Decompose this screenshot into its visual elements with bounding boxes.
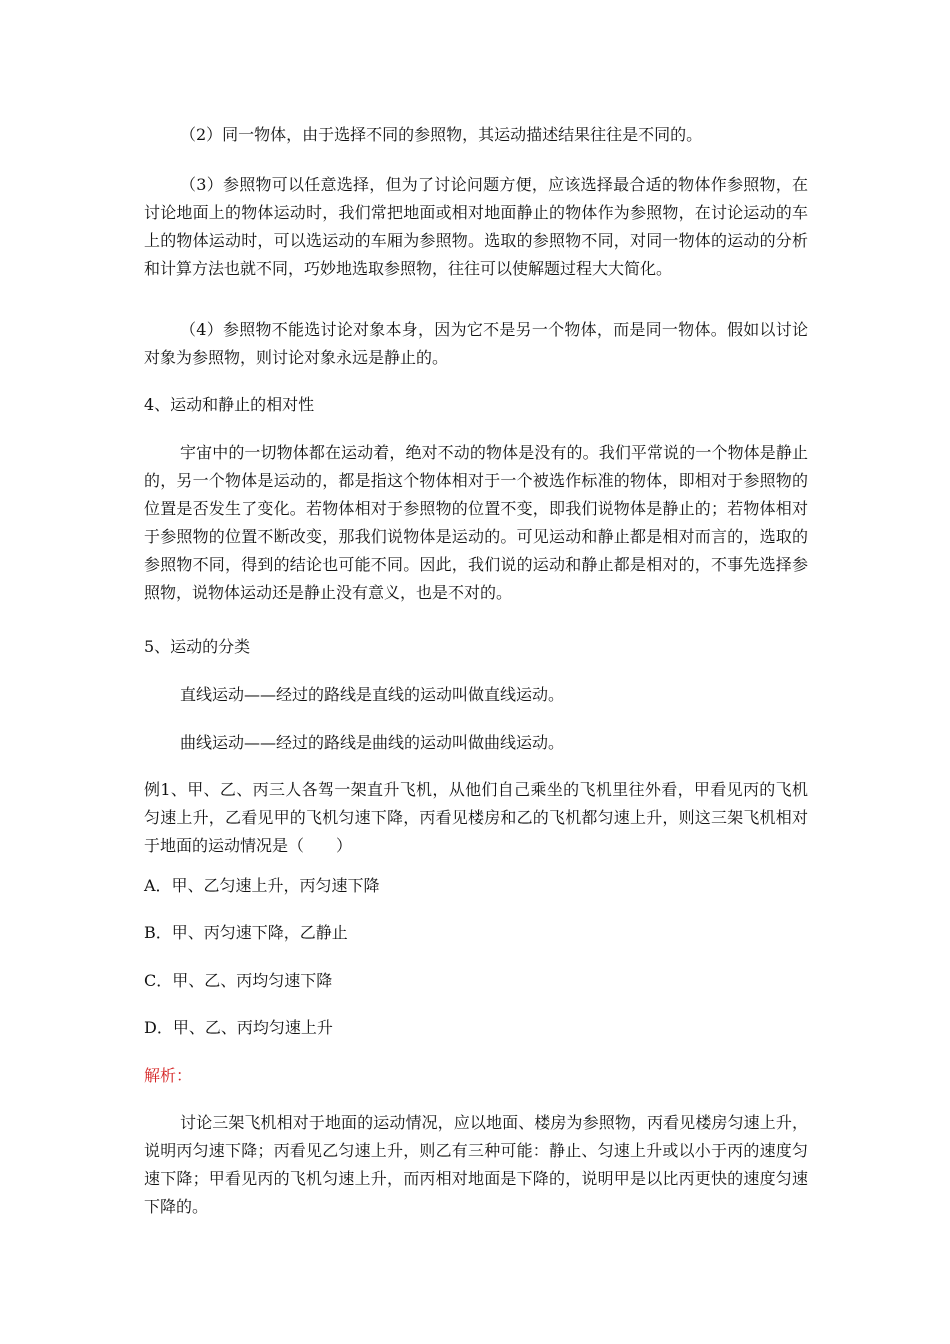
option-a: A．甲、乙匀速上升，丙匀速下降 <box>144 876 380 895</box>
option-d: D．甲、乙、丙均匀速上升 <box>144 1018 333 1037</box>
paragraph-relativity: 宇宙中的一切物体都在运动着，绝对不动的物体是没有的。我们平常说的一个物体是静止的，另一个物体是运动的，都是指这个物体相对于一个被选作标准的物体，即相对于参照物的位置是否发生了变化。若物体相对于参照物的位置不变，即我们说物体是静止的；若物体相对于参照物的位置不断改变，那我们说物体是运动的。可见运动和静止都是相对而言的，选取的参照物不同，得到的结论也可能不同。因此，我们说的运动和静止都是相对的，不事先选择参照物，说物体运动还是静止没有意义，也是不对的。 <box>144 443 808 602</box>
paragraph-point-3: （3）参照物可以任意选择，但为了讨论问题方便，应该选择最合适的物体作参照物，在讨论地面上的物体运动时，我们常把地面或相对地面静止的物体作为参照物，在讨论运动的车上的物体运动时，可以选运动的车厢为参照物。选取的参照物不同，对同一物体的运动的分析和计算方法也就不同，巧妙地选取参照物，往往可以使解题过程大大简化。 <box>144 175 808 278</box>
paragraph-point-2: （2）同一物体，由于选择不同的参照物，其运动描述结果往往是不同的。 <box>180 125 703 144</box>
analysis-paragraph: 讨论三架飞机相对于地面的运动情况，应以地面、楼房为参照物，丙看见楼房匀速上升，说明丙匀速下降；丙看见乙匀速上升，则乙有三种可能：静止、匀速上升或以小于丙的速度匀速下降；甲看见丙的飞机匀速上升，而丙相对地面是下降的，说明甲是以比丙更快的速度匀速下降的。 <box>144 1113 808 1216</box>
option-c: C．甲、乙、丙均匀速下降 <box>144 971 333 990</box>
analysis-label: 解析： <box>144 1066 193 1085</box>
paragraph-linear-motion: 直线运动——经过的路线是直线的运动叫做直线运动。 <box>180 685 565 704</box>
option-b: B．甲、丙匀速下降，乙静止 <box>144 923 348 942</box>
paragraph-point-4: （4）参照物不能选讨论对象本身，因为它不是另一个物体，而是同一物体。假如以讨论对象为参照物，则讨论对象永远是静止的。 <box>144 320 808 367</box>
paragraph-curved-motion: 曲线运动——经过的路线是曲线的运动叫做曲线运动。 <box>180 733 565 752</box>
section-heading-5: 5、运动的分类 <box>144 637 251 656</box>
section-heading-4: 4、运动和静止的相对性 <box>144 395 315 414</box>
example-question: 例1、甲、乙、丙三人各驾一架直升飞机，从他们自己乘坐的飞机里往外看，甲看见丙的飞机匀速上升，乙看见甲的飞机匀速下降，丙看见楼房和乙的飞机都匀速上升，则这三架飞机相对于地面的运动情况是（ ） <box>144 780 808 855</box>
